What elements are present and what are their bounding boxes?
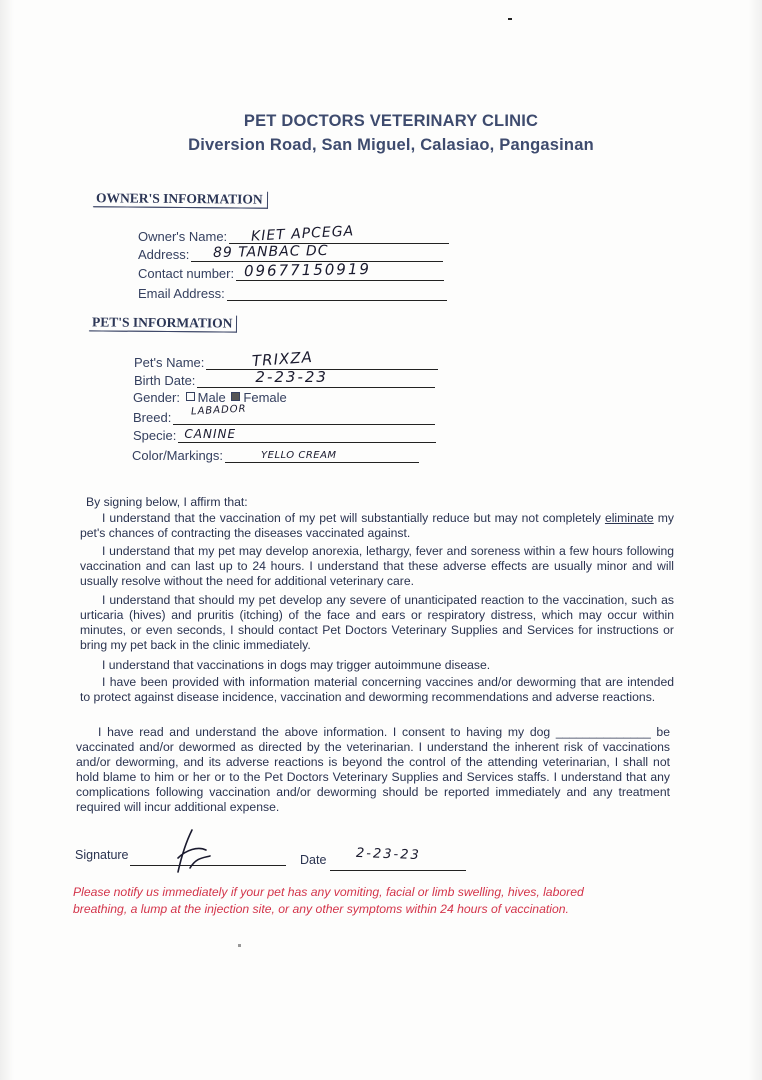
contact-number-label: Contact number: [138, 266, 235, 281]
contact-number-field[interactable] [138, 259, 444, 281]
color-markings-line[interactable] [225, 447, 419, 463]
owner-section-heading: OWNER'S INFORMATION [94, 190, 268, 209]
page-edge-shadow [0, 0, 14, 1080]
email-line[interactable] [227, 285, 447, 301]
male-option-label: Male [197, 390, 226, 405]
consent-paragraph-1 [80, 511, 674, 541]
address-line[interactable] [191, 242, 443, 262]
consent-p1-underlined: eliminate [604, 511, 654, 525]
date-label: Date [300, 853, 327, 867]
contact-number-value: 09677150919 [243, 259, 372, 281]
female-option-label: Female [243, 390, 287, 405]
scan-speck [508, 18, 512, 20]
owner-name-line[interactable] [229, 223, 449, 245]
birth-date-label: Birth Date: [134, 373, 196, 388]
color-markings-label: Color/Markings: [132, 448, 224, 463]
male-checkbox[interactable] [186, 392, 195, 401]
clinic-address: Diversion Road, San Miguel, Calasiao, Pangasinan [188, 136, 594, 154]
consent-p6-text: I have read and understand the above information. I consent to having my dog ______________ be vaccinated and/or dewormed as directed by the veterinarian. I understand the inherent risk of vaccinations and/or deworming, and its adverse reactions is beyond the control of the attending veterinarian, I shall not hold blame to him or her or to the Pet Doctors Veterinary Supplies and Services staffs. I understand that any complications following vaccination and/or deworming should be reported immediately and any treatment required will incur additional expense. [76, 725, 670, 814]
gender-label: Gender: [133, 390, 180, 405]
owner-name-value: KIET APCEGA [250, 223, 355, 245]
female-checkbox[interactable] [231, 392, 240, 401]
consent-p3-text: I understand that should my pet develop any severe of unanticipated reaction to the vaccination, such as urticaria (hives) and pruritis (itching) of the face and ears or respiratory distress, which may occur within minutes, or even seconds, I should contact Pet Doctors Veterinary Supplies and Services for instructions or bring my pet back in the clinic immediately. [80, 593, 674, 652]
specie-line[interactable] [178, 427, 436, 443]
consent-p1-post: my pet's chances of contracting the diseases vaccinated against. [80, 511, 675, 540]
pet-name-value: TRIXZA [251, 347, 314, 371]
email-label: Email Address: [138, 286, 225, 301]
address-field[interactable] [138, 242, 443, 262]
date-value: 2-23-23 [355, 845, 421, 864]
birth-date-value: 2-23-23 [255, 368, 328, 386]
specie-label: Specie: [133, 428, 177, 443]
notice-text: Please notify us immediately if your pet has any vomiting, facial or limb swelling, hives, labored breathing, a lump at the injection site, or any other symptoms within 24 hours of vaccination. [73, 885, 584, 916]
pet-section-heading: PET'S INFORMATION [90, 314, 238, 332]
date-line[interactable] [330, 869, 466, 871]
contact-number-line[interactable] [236, 259, 444, 281]
gender-field [133, 390, 287, 405]
consent-paragraph-2 [80, 544, 674, 589]
consent-p2-text: I understand that my pet may develop anorexia, lethargy, fever and soreness within a few hours following vaccination and can last up to 24 hours. I understand that these adverse effects are usually minor and will usually resolve without the need for additional veterinary care. [80, 544, 674, 588]
owner-name-label: Owner's Name: [138, 229, 228, 244]
breed-value: LABADOR [191, 403, 248, 418]
consent-p4-text: I understand that vaccinations in dogs may trigger autoimmune disease. [102, 658, 491, 672]
breed-label: Breed: [133, 410, 172, 425]
consent-paragraph-3 [80, 593, 674, 653]
page-edge-shadow [748, 0, 762, 1080]
specie-field[interactable] [133, 427, 436, 443]
scan-speck [238, 944, 241, 947]
color-markings-value: YELLO CREAM [261, 450, 337, 461]
specie-value: CANINE [184, 427, 237, 441]
consent-p1-pre: I understand that the vaccination of my pet will substantially reduce but may not completely [102, 511, 601, 525]
signature-mark-icon [172, 828, 216, 880]
birth-date-line[interactable] [197, 368, 435, 388]
breed-line[interactable] [173, 403, 435, 425]
email-field[interactable] [138, 285, 447, 301]
consent-paragraph-4 [80, 658, 674, 673]
consent-intro-text: By signing below, I affirm that: [86, 495, 248, 509]
consent-p5-text: I have been provided with information material concerning vaccines and/or deworming that are intended to protect against disease incidence, vaccination and deworming recommendations and adverse reactions. [80, 675, 674, 704]
consent-paragraph-5 [80, 675, 674, 705]
clinic-name: PET DOCTORS VETERINARY CLINIC [243, 112, 539, 130]
color-markings-field[interactable] [132, 447, 419, 463]
consent-intro [86, 495, 674, 510]
address-label: Address: [138, 247, 190, 262]
signature-label: Signature [75, 848, 129, 862]
consent-paragraph-6 [76, 725, 670, 815]
owner-name-field[interactable] [138, 223, 449, 245]
breed-field[interactable] [133, 403, 435, 425]
address-value: 89 TANBAC DC [213, 242, 329, 262]
pet-name-label: Pet's Name: [134, 355, 205, 370]
birth-date-field[interactable] [134, 368, 435, 388]
